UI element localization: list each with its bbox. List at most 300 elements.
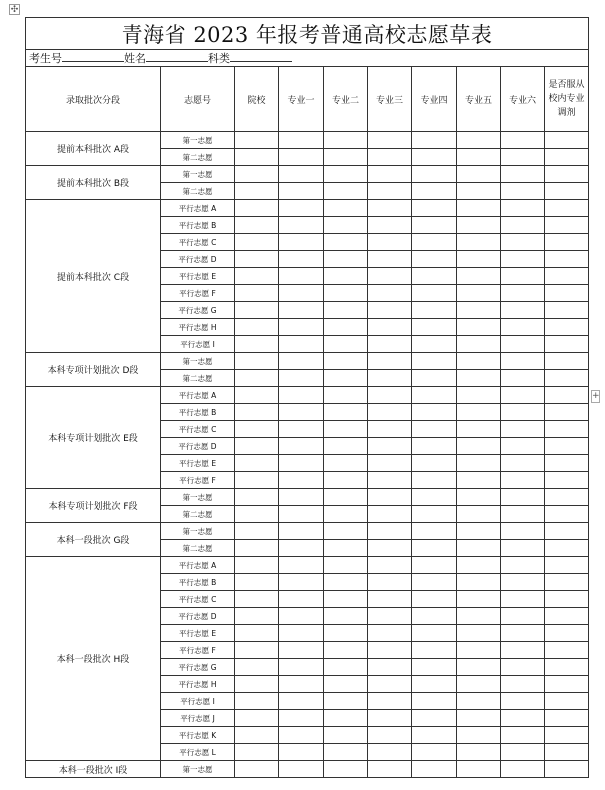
major-2-input-cell[interactable] [324,421,368,438]
major-1-input-cell[interactable] [279,370,324,387]
major-3-input-cell[interactable] [368,251,412,268]
major-5-input-cell[interactable] [457,302,501,319]
school-input-cell[interactable] [235,693,279,710]
major-4-input-cell[interactable] [412,625,457,642]
major-4-input-cell[interactable] [412,540,457,557]
major-2-input-cell[interactable] [324,710,368,727]
major-3-input-cell[interactable] [368,676,412,693]
major-4-input-cell[interactable] [412,761,457,778]
major-3-input-cell[interactable] [368,183,412,200]
major-1-input-cell[interactable] [279,489,324,506]
school-input-cell[interactable] [235,574,279,591]
major-2-input-cell[interactable] [324,200,368,217]
school-input-cell[interactable] [235,132,279,149]
major-2-input-cell[interactable] [324,744,368,761]
major-2-input-cell[interactable] [324,574,368,591]
major-2-input-cell[interactable] [324,166,368,183]
major-1-input-cell[interactable] [279,251,324,268]
major-6-input-cell[interactable] [501,608,545,625]
school-input-cell[interactable] [235,455,279,472]
major-1-input-cell[interactable] [279,421,324,438]
school-input-cell[interactable] [235,506,279,523]
major-3-input-cell[interactable] [368,574,412,591]
major-4-input-cell[interactable] [412,608,457,625]
adjust-input-cell[interactable] [545,319,589,336]
school-input-cell[interactable] [235,676,279,693]
major-1-input-cell[interactable] [279,268,324,285]
adjust-input-cell[interactable] [545,132,589,149]
major-5-input-cell[interactable] [457,251,501,268]
adjust-input-cell[interactable] [545,523,589,540]
major-2-input-cell[interactable] [324,472,368,489]
major-5-input-cell[interactable] [457,744,501,761]
major-5-input-cell[interactable] [457,540,501,557]
school-input-cell[interactable] [235,319,279,336]
major-3-input-cell[interactable] [368,149,412,166]
major-2-input-cell[interactable] [324,268,368,285]
major-4-input-cell[interactable] [412,132,457,149]
major-1-input-cell[interactable] [279,404,324,421]
major-1-input-cell[interactable] [279,132,324,149]
major-3-input-cell[interactable] [368,472,412,489]
major-4-input-cell[interactable] [412,693,457,710]
school-input-cell[interactable] [235,336,279,353]
major-1-input-cell[interactable] [279,336,324,353]
major-6-input-cell[interactable] [501,506,545,523]
major-4-input-cell[interactable] [412,285,457,302]
major-4-input-cell[interactable] [412,234,457,251]
major-6-input-cell[interactable] [501,217,545,234]
major-4-input-cell[interactable] [412,642,457,659]
major-1-input-cell[interactable] [279,710,324,727]
major-5-input-cell[interactable] [457,387,501,404]
major-1-input-cell[interactable] [279,387,324,404]
school-input-cell[interactable] [235,659,279,676]
major-1-input-cell[interactable] [279,693,324,710]
adjust-input-cell[interactable] [545,387,589,404]
major-1-input-cell[interactable] [279,166,324,183]
major-1-input-cell[interactable] [279,200,324,217]
major-5-input-cell[interactable] [457,557,501,574]
major-1-input-cell[interactable] [279,744,324,761]
major-1-input-cell[interactable] [279,659,324,676]
major-1-input-cell[interactable] [279,183,324,200]
major-4-input-cell[interactable] [412,557,457,574]
major-6-input-cell[interactable] [501,149,545,166]
major-3-input-cell[interactable] [368,166,412,183]
adjust-input-cell[interactable] [545,744,589,761]
major-4-input-cell[interactable] [412,353,457,370]
major-1-input-cell[interactable] [279,455,324,472]
major-1-input-cell[interactable] [279,285,324,302]
major-3-input-cell[interactable] [368,319,412,336]
major-6-input-cell[interactable] [501,132,545,149]
major-5-input-cell[interactable] [457,489,501,506]
major-6-input-cell[interactable] [501,472,545,489]
major-1-input-cell[interactable] [279,727,324,744]
major-3-input-cell[interactable] [368,438,412,455]
major-2-input-cell[interactable] [324,455,368,472]
major-1-input-cell[interactable] [279,438,324,455]
major-2-input-cell[interactable] [324,727,368,744]
major-2-input-cell[interactable] [324,489,368,506]
adjust-input-cell[interactable] [545,642,589,659]
school-input-cell[interactable] [235,370,279,387]
adjust-input-cell[interactable] [545,370,589,387]
major-4-input-cell[interactable] [412,455,457,472]
major-5-input-cell[interactable] [457,591,501,608]
major-2-input-cell[interactable] [324,659,368,676]
major-4-input-cell[interactable] [412,472,457,489]
major-6-input-cell[interactable] [501,761,545,778]
major-3-input-cell[interactable] [368,217,412,234]
adjust-input-cell[interactable] [545,659,589,676]
adjust-input-cell[interactable] [545,676,589,693]
major-4-input-cell[interactable] [412,387,457,404]
adjust-input-cell[interactable] [545,574,589,591]
major-4-input-cell[interactable] [412,574,457,591]
major-3-input-cell[interactable] [368,761,412,778]
adjust-input-cell[interactable] [545,472,589,489]
major-5-input-cell[interactable] [457,710,501,727]
major-6-input-cell[interactable] [501,268,545,285]
major-2-input-cell[interactable] [324,387,368,404]
major-1-input-cell[interactable] [279,557,324,574]
major-4-input-cell[interactable] [412,421,457,438]
major-1-input-cell[interactable] [279,353,324,370]
major-5-input-cell[interactable] [457,217,501,234]
major-4-input-cell[interactable] [412,200,457,217]
adjust-input-cell[interactable] [545,251,589,268]
major-4-input-cell[interactable] [412,370,457,387]
major-2-input-cell[interactable] [324,336,368,353]
major-2-input-cell[interactable] [324,591,368,608]
major-2-input-cell[interactable] [324,676,368,693]
adjust-input-cell[interactable] [545,217,589,234]
school-input-cell[interactable] [235,234,279,251]
adjust-input-cell[interactable] [545,234,589,251]
school-input-cell[interactable] [235,183,279,200]
major-5-input-cell[interactable] [457,761,501,778]
major-5-input-cell[interactable] [457,132,501,149]
adjust-input-cell[interactable] [545,727,589,744]
name-field[interactable] [146,51,208,62]
major-4-input-cell[interactable] [412,302,457,319]
adjust-input-cell[interactable] [545,200,589,217]
school-input-cell[interactable] [235,744,279,761]
major-2-input-cell[interactable] [324,642,368,659]
major-3-input-cell[interactable] [368,285,412,302]
major-6-input-cell[interactable] [501,710,545,727]
major-6-input-cell[interactable] [501,200,545,217]
major-5-input-cell[interactable] [457,319,501,336]
major-6-input-cell[interactable] [501,659,545,676]
major-2-input-cell[interactable] [324,625,368,642]
major-1-input-cell[interactable] [279,642,324,659]
major-4-input-cell[interactable] [412,506,457,523]
major-4-input-cell[interactable] [412,336,457,353]
major-4-input-cell[interactable] [412,319,457,336]
adjust-input-cell[interactable] [545,353,589,370]
school-input-cell[interactable] [235,472,279,489]
major-5-input-cell[interactable] [457,404,501,421]
major-4-input-cell[interactable] [412,591,457,608]
adjust-input-cell[interactable] [545,710,589,727]
major-1-input-cell[interactable] [279,540,324,557]
adjust-input-cell[interactable] [545,149,589,166]
major-6-input-cell[interactable] [501,489,545,506]
major-1-input-cell[interactable] [279,625,324,642]
major-2-input-cell[interactable] [324,234,368,251]
adjust-input-cell[interactable] [545,183,589,200]
adjust-input-cell[interactable] [545,455,589,472]
major-5-input-cell[interactable] [457,336,501,353]
major-6-input-cell[interactable] [501,387,545,404]
school-input-cell[interactable] [235,727,279,744]
major-6-input-cell[interactable] [501,557,545,574]
school-input-cell[interactable] [235,523,279,540]
school-input-cell[interactable] [235,540,279,557]
major-6-input-cell[interactable] [501,302,545,319]
major-6-input-cell[interactable] [501,574,545,591]
major-4-input-cell[interactable] [412,744,457,761]
major-3-input-cell[interactable] [368,727,412,744]
major-3-input-cell[interactable] [368,132,412,149]
major-4-input-cell[interactable] [412,251,457,268]
major-3-input-cell[interactable] [368,540,412,557]
adjust-input-cell[interactable] [545,489,589,506]
major-3-input-cell[interactable] [368,336,412,353]
major-1-input-cell[interactable] [279,676,324,693]
major-2-input-cell[interactable] [324,183,368,200]
major-4-input-cell[interactable] [412,183,457,200]
school-input-cell[interactable] [235,489,279,506]
major-1-input-cell[interactable] [279,506,324,523]
adjust-input-cell[interactable] [545,761,589,778]
major-5-input-cell[interactable] [457,370,501,387]
school-input-cell[interactable] [235,404,279,421]
major-2-input-cell[interactable] [324,523,368,540]
major-6-input-cell[interactable] [501,183,545,200]
school-input-cell[interactable] [235,421,279,438]
major-6-input-cell[interactable] [501,370,545,387]
major-3-input-cell[interactable] [368,353,412,370]
major-3-input-cell[interactable] [368,268,412,285]
major-6-input-cell[interactable] [501,523,545,540]
school-input-cell[interactable] [235,302,279,319]
major-5-input-cell[interactable] [457,455,501,472]
major-6-input-cell[interactable] [501,625,545,642]
major-3-input-cell[interactable] [368,200,412,217]
major-3-input-cell[interactable] [368,625,412,642]
school-input-cell[interactable] [235,642,279,659]
major-5-input-cell[interactable] [457,234,501,251]
adjust-input-cell[interactable] [545,557,589,574]
major-3-input-cell[interactable] [368,557,412,574]
major-1-input-cell[interactable] [279,574,324,591]
major-5-input-cell[interactable] [457,183,501,200]
major-1-input-cell[interactable] [279,302,324,319]
major-5-input-cell[interactable] [457,200,501,217]
major-2-input-cell[interactable] [324,438,368,455]
major-6-input-cell[interactable] [501,455,545,472]
adjust-input-cell[interactable] [545,591,589,608]
exam-number-field[interactable] [62,51,124,62]
major-6-input-cell[interactable] [501,540,545,557]
major-3-input-cell[interactable] [368,642,412,659]
major-6-input-cell[interactable] [501,438,545,455]
major-2-input-cell[interactable] [324,132,368,149]
major-5-input-cell[interactable] [457,608,501,625]
school-input-cell[interactable] [235,438,279,455]
school-input-cell[interactable] [235,761,279,778]
adjust-input-cell[interactable] [545,438,589,455]
major-6-input-cell[interactable] [501,404,545,421]
major-1-input-cell[interactable] [279,217,324,234]
major-3-input-cell[interactable] [368,234,412,251]
major-5-input-cell[interactable] [457,676,501,693]
major-2-input-cell[interactable] [324,761,368,778]
adjust-input-cell[interactable] [545,302,589,319]
major-5-input-cell[interactable] [457,506,501,523]
major-3-input-cell[interactable] [368,387,412,404]
major-6-input-cell[interactable] [501,421,545,438]
major-6-input-cell[interactable] [501,591,545,608]
major-1-input-cell[interactable] [279,591,324,608]
major-3-input-cell[interactable] [368,693,412,710]
major-1-input-cell[interactable] [279,608,324,625]
major-5-input-cell[interactable] [457,659,501,676]
school-input-cell[interactable] [235,217,279,234]
major-1-input-cell[interactable] [279,472,324,489]
major-4-input-cell[interactable] [412,710,457,727]
major-3-input-cell[interactable] [368,404,412,421]
major-6-input-cell[interactable] [501,285,545,302]
school-input-cell[interactable] [235,353,279,370]
major-5-input-cell[interactable] [457,727,501,744]
major-6-input-cell[interactable] [501,744,545,761]
adjust-input-cell[interactable] [545,285,589,302]
major-1-input-cell[interactable] [279,523,324,540]
major-5-input-cell[interactable] [457,693,501,710]
major-5-input-cell[interactable] [457,166,501,183]
adjust-input-cell[interactable] [545,166,589,183]
major-2-input-cell[interactable] [324,608,368,625]
major-4-input-cell[interactable] [412,727,457,744]
major-2-input-cell[interactable] [324,370,368,387]
major-6-input-cell[interactable] [501,234,545,251]
major-4-input-cell[interactable] [412,676,457,693]
major-5-input-cell[interactable] [457,149,501,166]
major-6-input-cell[interactable] [501,693,545,710]
adjust-input-cell[interactable] [545,625,589,642]
major-1-input-cell[interactable] [279,761,324,778]
school-input-cell[interactable] [235,710,279,727]
major-4-input-cell[interactable] [412,166,457,183]
school-input-cell[interactable] [235,608,279,625]
major-3-input-cell[interactable] [368,523,412,540]
major-4-input-cell[interactable] [412,659,457,676]
major-3-input-cell[interactable] [368,421,412,438]
major-3-input-cell[interactable] [368,608,412,625]
major-2-input-cell[interactable] [324,404,368,421]
adjust-input-cell[interactable] [545,268,589,285]
major-5-input-cell[interactable] [457,268,501,285]
major-3-input-cell[interactable] [368,489,412,506]
major-6-input-cell[interactable] [501,251,545,268]
adjust-input-cell[interactable] [545,608,589,625]
school-input-cell[interactable] [235,387,279,404]
major-5-input-cell[interactable] [457,574,501,591]
school-input-cell[interactable] [235,557,279,574]
major-3-input-cell[interactable] [368,302,412,319]
major-2-input-cell[interactable] [324,285,368,302]
major-3-input-cell[interactable] [368,591,412,608]
major-5-input-cell[interactable] [457,421,501,438]
major-3-input-cell[interactable] [368,506,412,523]
major-5-input-cell[interactable] [457,472,501,489]
table-move-handle-icon[interactable]: ✣ [10,5,19,15]
major-5-input-cell[interactable] [457,523,501,540]
major-5-input-cell[interactable] [457,285,501,302]
major-4-input-cell[interactable] [412,268,457,285]
major-2-input-cell[interactable] [324,353,368,370]
major-4-input-cell[interactable] [412,217,457,234]
school-input-cell[interactable] [235,200,279,217]
major-4-input-cell[interactable] [412,438,457,455]
major-5-input-cell[interactable] [457,642,501,659]
school-input-cell[interactable] [235,625,279,642]
major-2-input-cell[interactable] [324,506,368,523]
school-input-cell[interactable] [235,166,279,183]
major-3-input-cell[interactable] [368,744,412,761]
adjust-input-cell[interactable] [545,404,589,421]
adjust-input-cell[interactable] [545,336,589,353]
major-2-input-cell[interactable] [324,557,368,574]
major-6-input-cell[interactable] [501,676,545,693]
table-add-column-icon[interactable]: + [592,391,600,401]
adjust-input-cell[interactable] [545,506,589,523]
major-1-input-cell[interactable] [279,149,324,166]
school-input-cell[interactable] [235,285,279,302]
major-5-input-cell[interactable] [457,438,501,455]
adjust-input-cell[interactable] [545,421,589,438]
major-2-input-cell[interactable] [324,319,368,336]
major-4-input-cell[interactable] [412,489,457,506]
school-input-cell[interactable] [235,268,279,285]
major-1-input-cell[interactable] [279,319,324,336]
major-2-input-cell[interactable] [324,251,368,268]
major-3-input-cell[interactable] [368,370,412,387]
major-3-input-cell[interactable] [368,455,412,472]
subject-field[interactable] [230,51,292,62]
major-2-input-cell[interactable] [324,302,368,319]
major-2-input-cell[interactable] [324,693,368,710]
major-6-input-cell[interactable] [501,166,545,183]
major-2-input-cell[interactable] [324,149,368,166]
adjust-input-cell[interactable] [545,693,589,710]
school-input-cell[interactable] [235,149,279,166]
major-5-input-cell[interactable] [457,625,501,642]
major-2-input-cell[interactable] [324,540,368,557]
major-2-input-cell[interactable] [324,217,368,234]
major-6-input-cell[interactable] [501,727,545,744]
major-1-input-cell[interactable] [279,234,324,251]
major-6-input-cell[interactable] [501,642,545,659]
major-5-input-cell[interactable] [457,353,501,370]
school-input-cell[interactable] [235,591,279,608]
school-input-cell[interactable] [235,251,279,268]
